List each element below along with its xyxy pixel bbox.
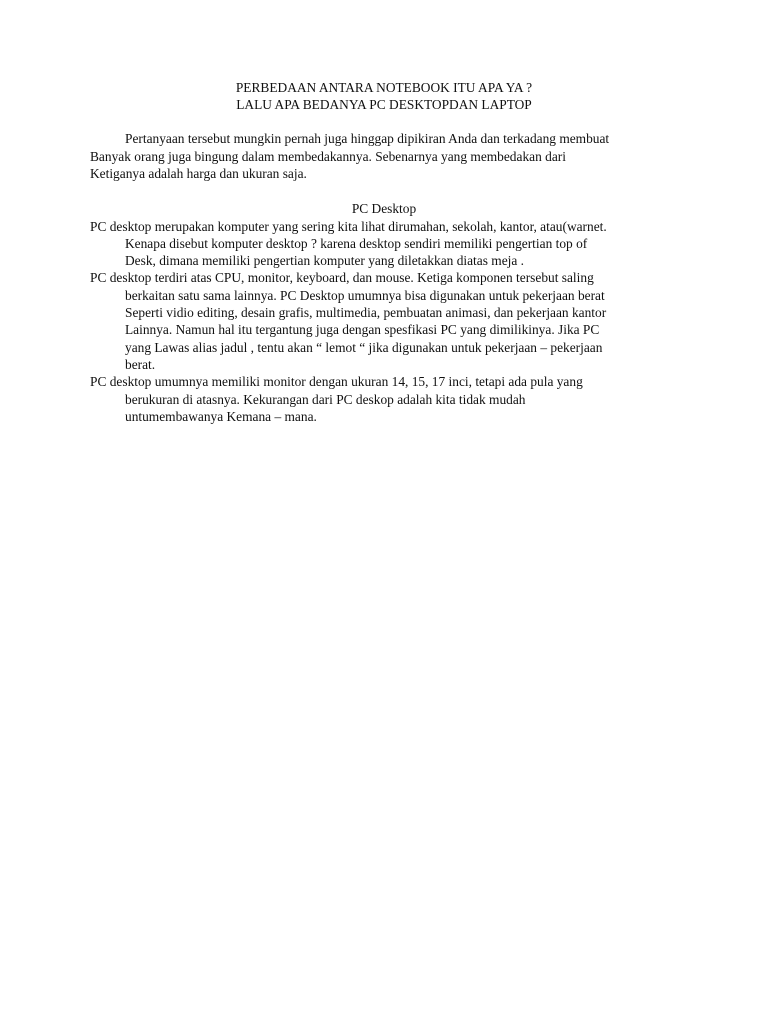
paragraph-2-line-3: Seperti vidio editing, desain grafis, multimedia, pembuatan animasi, dan pekerjaan kantor [125,305,607,320]
document-title-line-1: PERBEDAAN ANTARA NOTEBOOK ITU APA YA ? [235,80,533,95]
paragraph-1-line-1: PC desktop merupakan komputer yang sering kita lihat dirumahan, sekolah, kantor, atau(warnet. [90,219,607,234]
paragraph-3-line-1: PC desktop umumnya memiliki monitor dengan ukuran 14, 15, 17 inci, tetapi ada pula yang [90,374,583,389]
paragraph-1-line-2: Kenapa disebut komputer desktop ? karena desktop sendiri memiliki pengertian top of [125,236,588,251]
paragraph-3-line-2: berukuran di atasnya. Kekurangan dari PC deskop adalah kita tidak mudah [125,392,526,407]
document-title-line-2: LALU APA BEDANYA PC DESKTOPDAN LAPTOP [236,97,532,112]
paragraph-3-line-3: untumembawanya Kemana – mana. [125,409,317,424]
paragraph-2-line-1: PC desktop terdiri atas CPU, monitor, keyboard, dan mouse. Ketiga komponen tersebut saling [90,270,594,285]
paragraph-2-line-4: Lainnya. Namun hal itu tergantung juga dengan spesfikasi PC yang dimilikinya. Jika PC [125,322,600,337]
intro-line-2: Banyak orang juga bingung dalam membedakannya. Sebenarnya yang membedakan dari [90,149,566,164]
intro-line-1: Pertanyaan tersebut mungkin pernah juga hinggap dipikiran Anda dan terkadang membuat [125,131,610,146]
section-heading: PC Desktop [351,201,417,216]
paragraph-2-line-5: yang Lawas alias jadul , tentu akan “ lemot “ jika digunakan untuk pekerjaan – pekerjaan [125,340,603,355]
intro-line-3: Ketiganya adalah harga dan ukuran saja. [90,166,307,181]
paragraph-2-line-2: berkaitan satu sama lainnya. PC Desktop umumnya bisa digunakan untuk pekerjaan berat [125,288,605,303]
paragraph-2-line-6: berat. [125,357,156,372]
paragraph-1-line-3: Desk, dimana memiliki pengertian komputer yang diletakkan diatas meja . [125,253,524,268]
